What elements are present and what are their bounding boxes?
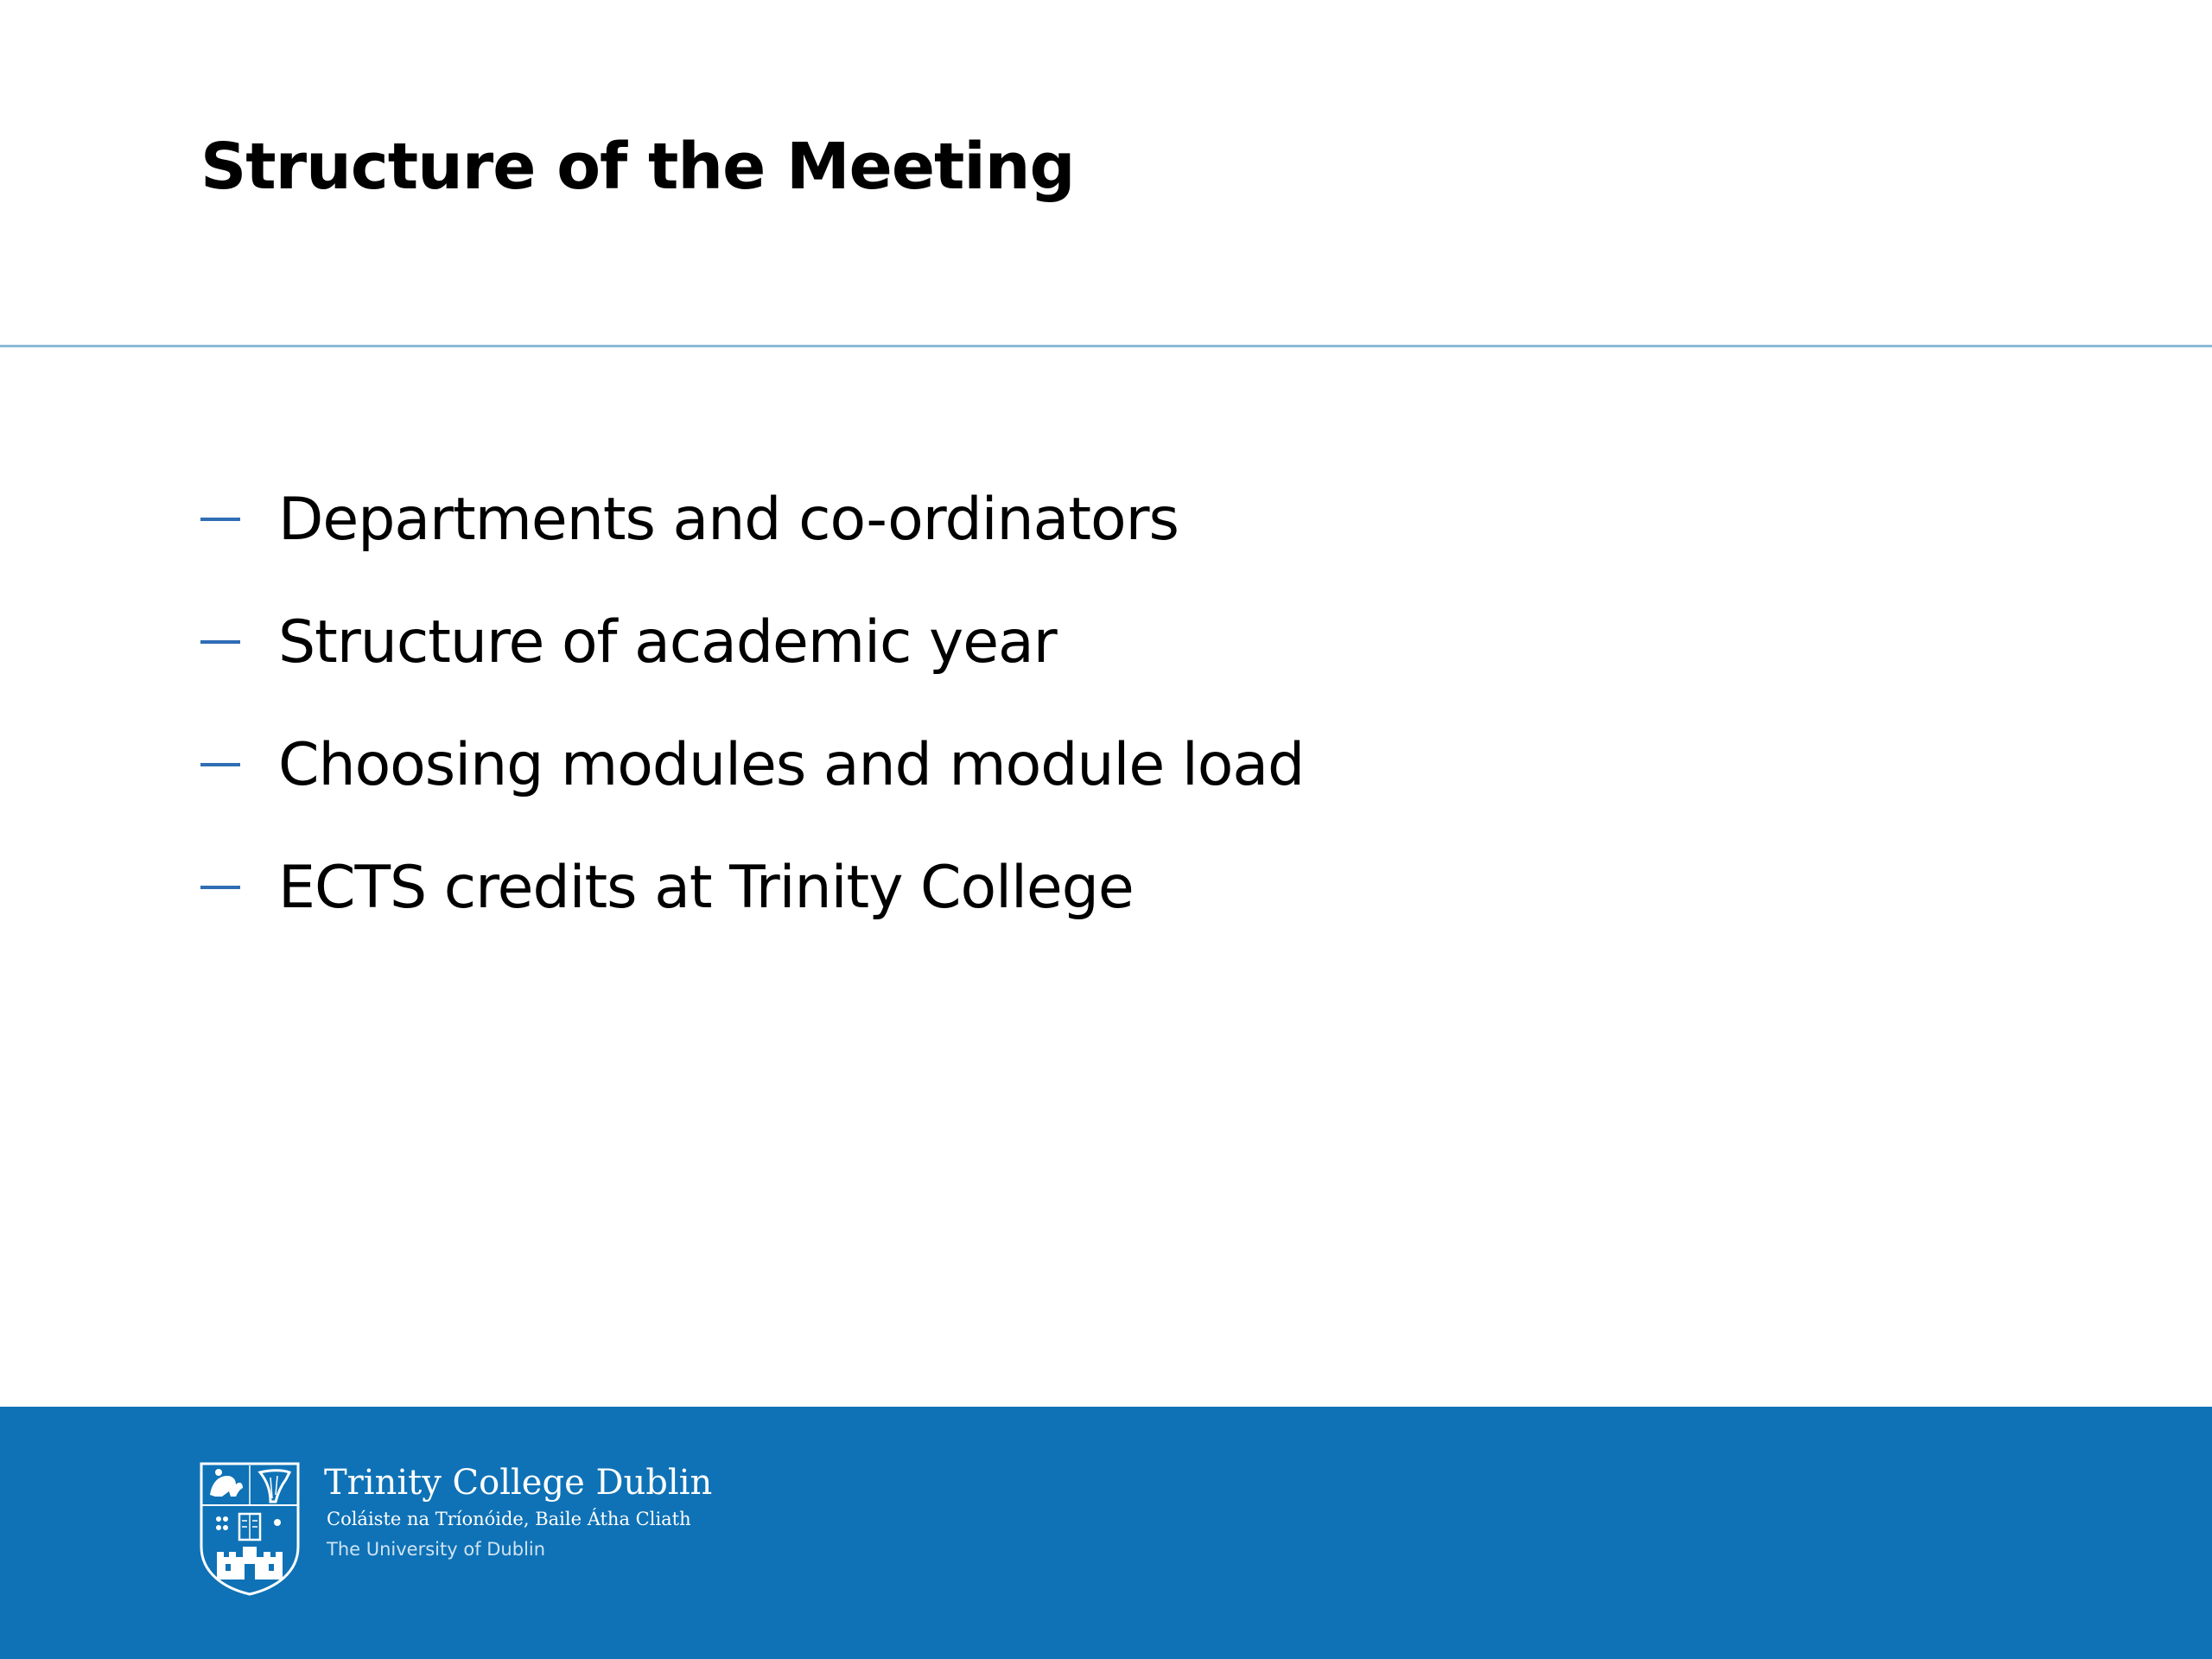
bullet-list (200, 458, 1304, 949)
title-divider (0, 345, 2212, 347)
dash-bullet-icon (200, 763, 240, 766)
logo-name: Trinity College Dublin (324, 1463, 713, 1503)
list-item (200, 826, 1304, 949)
logo-irish-name: Coláiste na Tríonóide, Baile Átha Cliath (327, 1509, 691, 1529)
bullet-text: ECTS credits at Trinity College (278, 853, 1134, 922)
crest-icon (198, 1460, 302, 1597)
bullet-text: Choosing modules and module load (278, 730, 1305, 799)
dash-bullet-icon (200, 886, 240, 889)
dash-bullet-icon (200, 518, 240, 521)
list-item (200, 458, 1304, 581)
slide-title: Structure of the Meeting (200, 130, 1075, 204)
list-item (200, 703, 1304, 826)
dash-bullet-icon (200, 640, 240, 644)
bullet-text: Structure of academic year (278, 607, 1057, 677)
logo-subtitle: The University of Dublin (327, 1539, 546, 1560)
logo-text (324, 1460, 712, 1564)
list-item (200, 581, 1304, 703)
tcd-logo (198, 1460, 712, 1597)
bullet-text: Departments and co-ordinators (278, 485, 1179, 554)
